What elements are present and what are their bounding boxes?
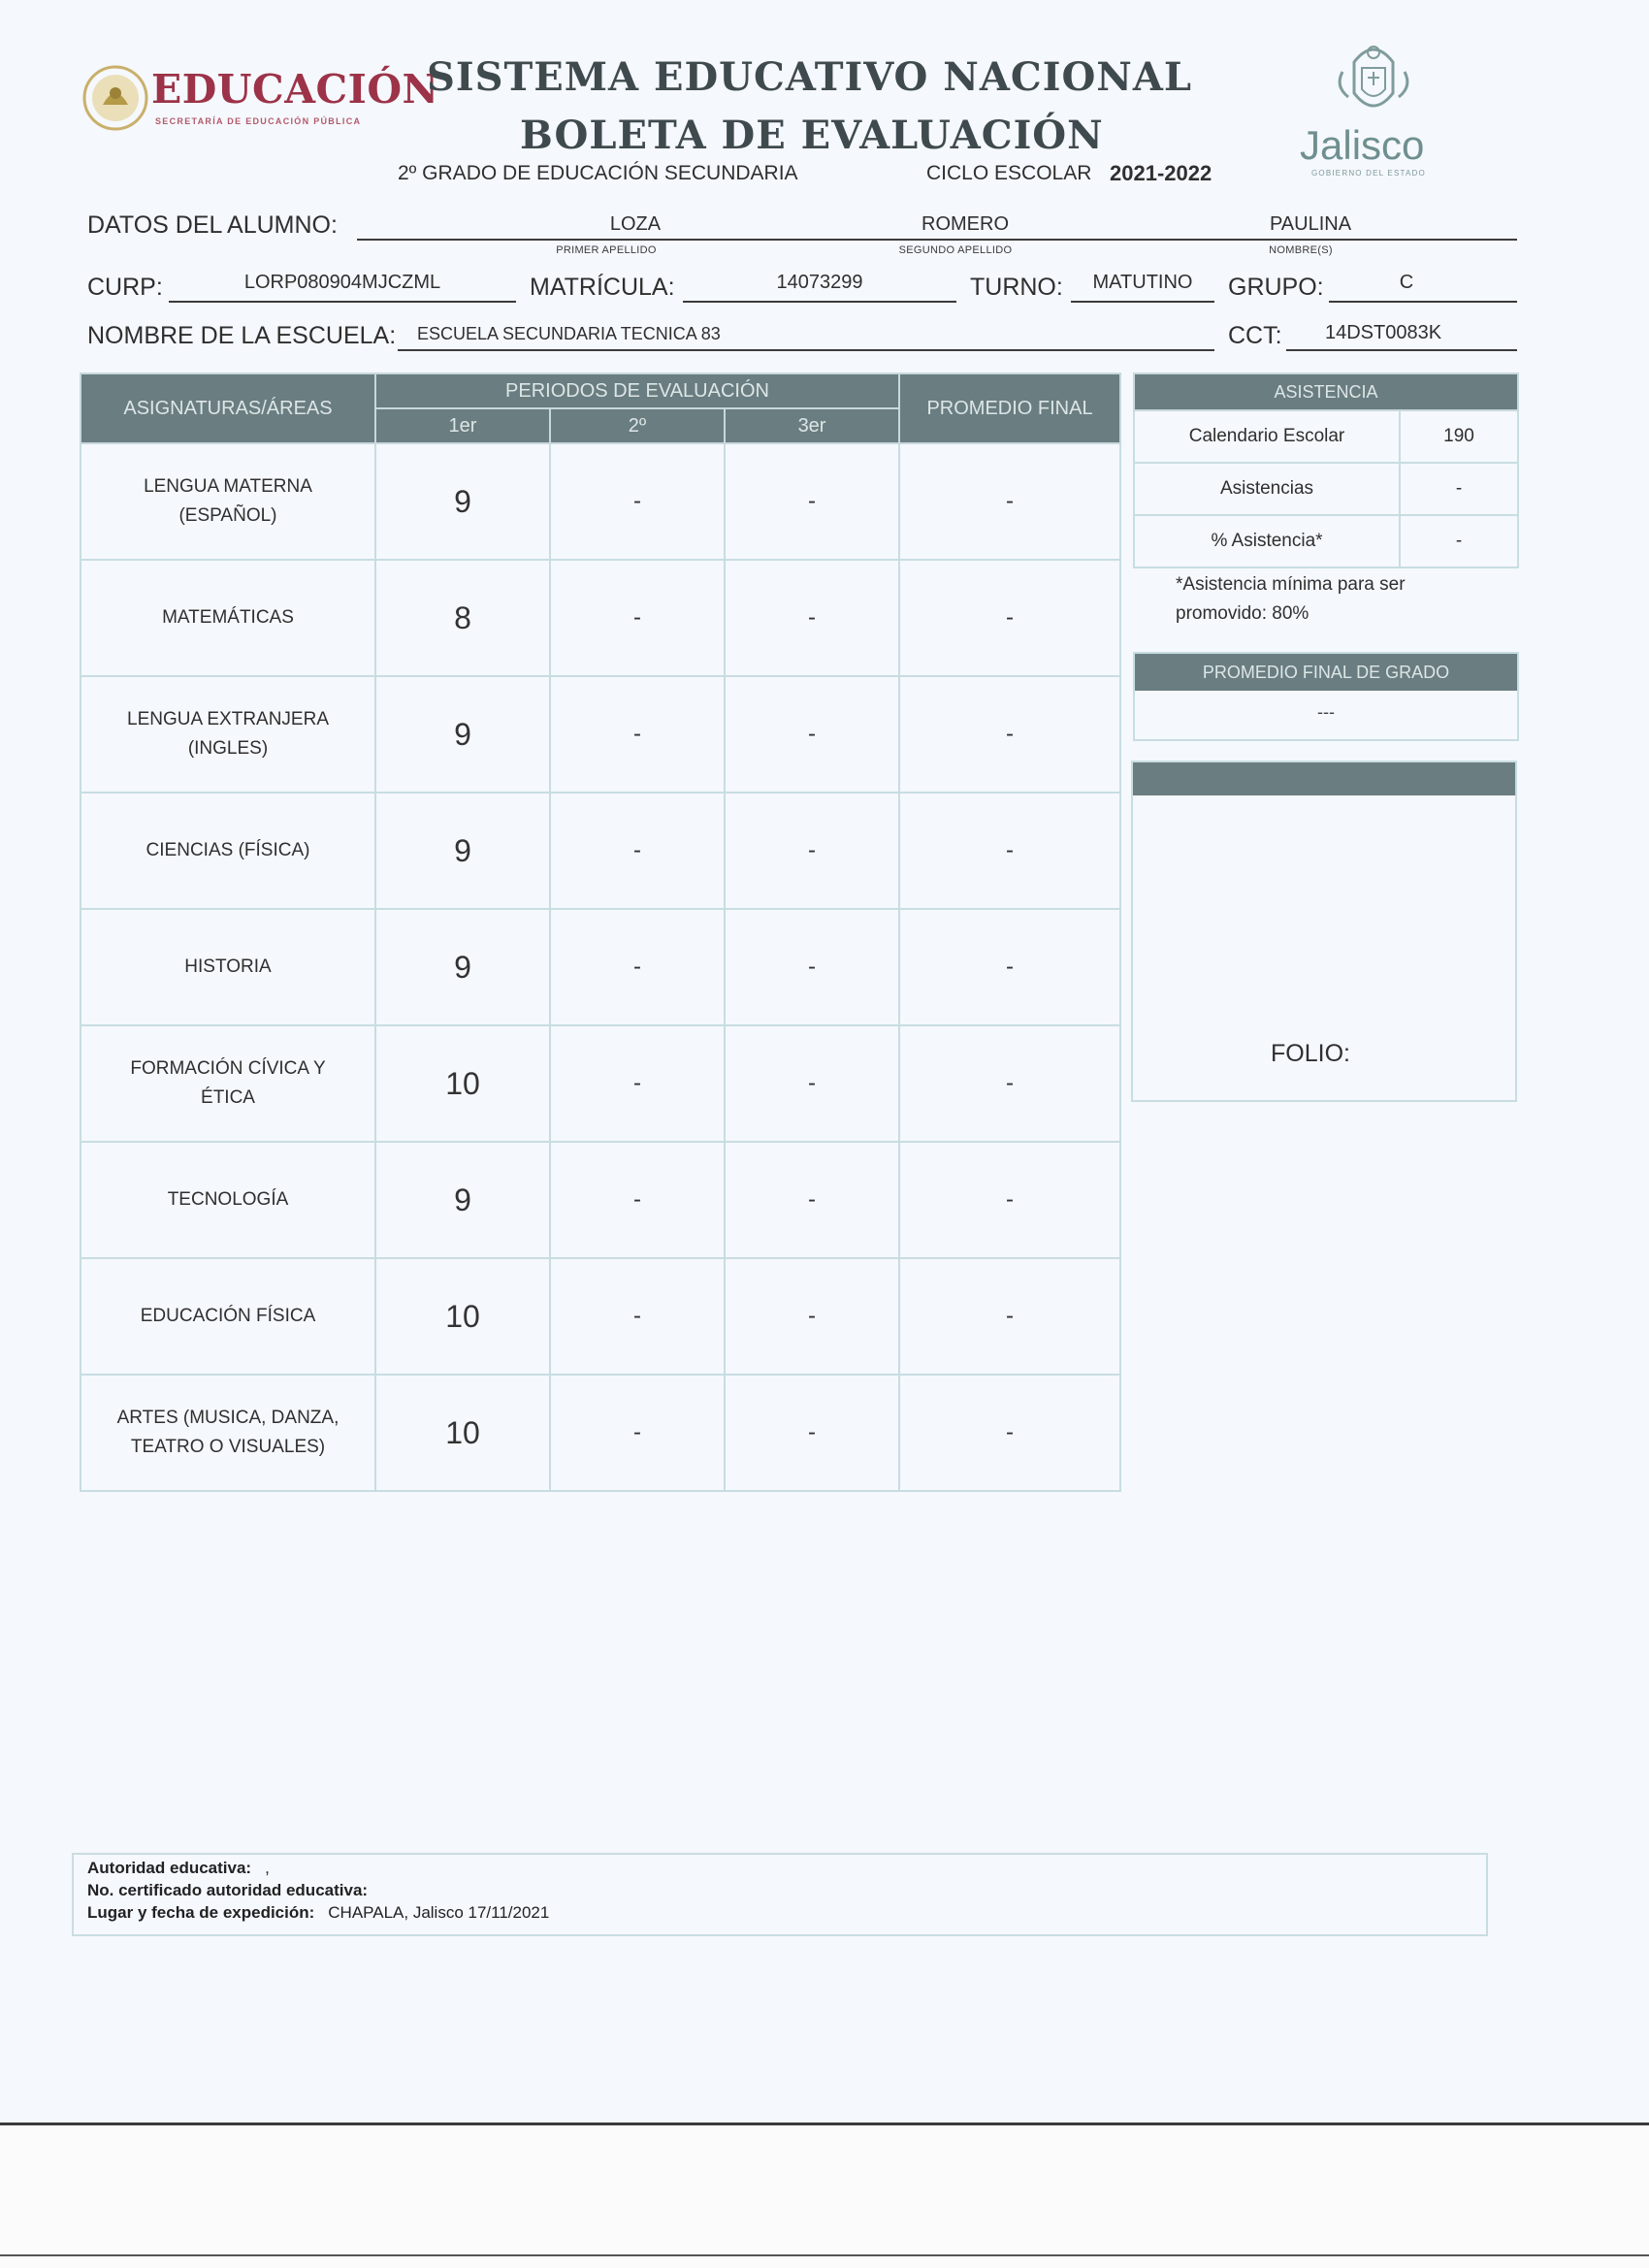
- grade-p2-cell: -: [550, 1375, 725, 1491]
- subject-name: ARTES (MUSICA, DANZA,: [116, 1408, 340, 1428]
- lugar-line: [87, 1903, 549, 1923]
- asistencia-value: -: [1400, 463, 1518, 515]
- matricula-value: 14073299: [776, 272, 863, 293]
- turno-label: TURNO:: [970, 274, 1063, 301]
- col-header-p2: 2º: [550, 408, 725, 443]
- grade-p2-cell: -: [550, 676, 725, 793]
- col-header-final: PROMEDIO FINAL: [899, 373, 1120, 443]
- lugar-label: Lugar y fecha de expedición:: [87, 1903, 315, 1922]
- grade-p3-cell: -: [725, 560, 899, 676]
- autoridad-line: [87, 1859, 270, 1878]
- subject-cell: [81, 560, 375, 676]
- subject-cell: [81, 793, 375, 909]
- escuela-value: ESCUELA SECUNDARIA TECNICA 83: [417, 324, 721, 343]
- grade-final-cell: -: [899, 1375, 1120, 1491]
- folio-header-bar: [1133, 762, 1515, 795]
- educacion-wordmark: EDUCACIÓN: [151, 66, 439, 113]
- grade-row: [81, 1375, 1120, 1491]
- jalisco-logo: [1290, 33, 1455, 188]
- col-header-p1: 1er: [375, 408, 550, 443]
- asistencia-table: [1133, 373, 1519, 568]
- cct-value: 14DST0083K: [1324, 322, 1442, 343]
- grupo-value: C: [1399, 272, 1414, 293]
- subject-name: LENGUA MATERNA: [144, 476, 312, 497]
- grade-p3-cell: -: [725, 1025, 899, 1142]
- curp-value: LORP080904MJCZML: [243, 272, 441, 293]
- promedio-final-grado-box: [1133, 652, 1519, 741]
- grade-p3-cell: -: [725, 676, 899, 793]
- grade-p1-cell: 9: [375, 443, 550, 560]
- promedio-final-grado-value: ---: [1317, 702, 1335, 722]
- grade-final-cell: -: [899, 676, 1120, 793]
- grade-p2-cell: -: [550, 1258, 725, 1375]
- primer-apellido-caption: PRIMER APELLIDO: [556, 244, 657, 256]
- folio-label: FOLIO:: [1271, 1040, 1350, 1067]
- grade-p3-cell: -: [725, 793, 899, 909]
- grade-row: [81, 560, 1120, 676]
- asistencia-label: Calendario Escolar: [1134, 410, 1400, 463]
- grade-row: [81, 443, 1120, 560]
- sep-logo: [81, 60, 439, 140]
- subject-name: TECNOLOGÍA: [167, 1189, 289, 1210]
- nombre-value: PAULINA: [1269, 213, 1352, 235]
- grade-p2-cell: -: [550, 1142, 725, 1258]
- grade-final-cell: -: [899, 1258, 1120, 1375]
- subject-cell: [81, 1258, 375, 1375]
- scanner-edge: [0, 2254, 1649, 2256]
- document-subtitle: BOLETA DE EVALUACIÓN: [520, 113, 1104, 158]
- certificado-line: [87, 1881, 368, 1900]
- grade-p3-cell: -: [725, 1258, 899, 1375]
- subject-name-line2: (ESPAÑOL): [178, 505, 277, 526]
- promedio-final-grado-header: PROMEDIO FINAL DE GRADO: [1135, 654, 1517, 691]
- grade-final-cell: -: [899, 1142, 1120, 1258]
- matricula-label: MATRÍCULA:: [530, 274, 675, 301]
- subject-cell: [81, 1025, 375, 1142]
- grade-p1-cell: 9: [375, 676, 550, 793]
- segundo-apellido-value: ROMERO: [922, 213, 1009, 235]
- grade-final-cell: -: [899, 1025, 1120, 1142]
- ciclo-label: CICLO ESCOLAR: [926, 162, 1092, 184]
- grade-row: [81, 1025, 1120, 1142]
- subject-name: FORMACIÓN CÍVICA Y: [130, 1058, 326, 1079]
- grade-final-cell: -: [899, 560, 1120, 676]
- subject-name-line2: (INGLES): [187, 738, 269, 759]
- autoridad-value: ,: [265, 1859, 270, 1877]
- nombre-caption: NOMBRE(S): [1269, 244, 1333, 256]
- grupo-label: GRUPO:: [1228, 274, 1324, 301]
- grade-p3-cell: -: [725, 443, 899, 560]
- grade-p1-cell: 10: [375, 1025, 550, 1142]
- grade-row: [81, 1142, 1120, 1258]
- subject-name: LENGUA EXTRANJERA: [127, 709, 329, 729]
- grade-p1-cell: 8: [375, 560, 550, 676]
- scanner-bed: [0, 2125, 1649, 2268]
- subject-cell: [81, 443, 375, 560]
- grade-p2-cell: -: [550, 1025, 725, 1142]
- asistencia-header: ASISTENCIA: [1134, 373, 1518, 410]
- asistencia-note: *Asistencia mínima para ser promovido: 80%: [1176, 574, 1406, 624]
- asistencia-value: 190: [1400, 410, 1518, 463]
- segundo-apellido-caption: SEGUNDO APELLIDO: [898, 244, 1013, 256]
- sep-subtitle: SECRETARÍA DE EDUCACIÓN PÚBLICA: [155, 116, 362, 126]
- col-header-periods: PERIODOS DE EVALUACIÓN: [375, 373, 899, 408]
- subject-cell: [81, 909, 375, 1025]
- mexico-seal-icon: [81, 64, 149, 132]
- asistencia-value: -: [1400, 515, 1518, 567]
- datos-alumno-label: DATOS DEL ALUMNO:: [87, 211, 338, 239]
- subject-cell: [81, 1142, 375, 1258]
- lugar-value: CHAPALA, Jalisco 17/11/2021: [328, 1903, 550, 1922]
- grade-p1-cell: 10: [375, 1375, 550, 1491]
- grado-text: 2º GRADO DE EDUCACIÓN SECUNDARIA: [398, 162, 798, 184]
- autoridad-label: Autoridad educativa:: [87, 1859, 252, 1877]
- subject-cell: [81, 676, 375, 793]
- jalisco-crest-icon: [1325, 33, 1422, 122]
- curp-label: CURP:: [87, 274, 163, 301]
- grade-final-cell: -: [899, 909, 1120, 1025]
- ciclo-value: 2021-2022: [1110, 161, 1212, 185]
- subject-name-line2: ÉTICA: [201, 1087, 255, 1108]
- grade-row: [81, 793, 1120, 909]
- grade-p2-cell: -: [550, 909, 725, 1025]
- certificado-label: No. certificado autoridad educativa:: [87, 1881, 369, 1899]
- jalisco-subtitle: GOBIERNO DEL ESTADO: [1311, 169, 1426, 178]
- grade-final-cell: -: [899, 443, 1120, 560]
- subject-name-line2: TEATRO O VISUALES): [130, 1437, 326, 1457]
- grade-p1-cell: 10: [375, 1258, 550, 1375]
- grade-p2-cell: -: [550, 443, 725, 560]
- grade-p3-cell: -: [725, 909, 899, 1025]
- grade-row: [81, 676, 1120, 793]
- col-header-subject: ASIGNATURAS/ÁREAS: [81, 373, 375, 443]
- subject-name: CIENCIAS (FÍSICA): [146, 840, 310, 860]
- grade-p3-cell: -: [725, 1142, 899, 1258]
- folio-box: [1131, 761, 1517, 1102]
- autoridad-box: [72, 1853, 1488, 1936]
- cct-label: CCT:: [1228, 322, 1282, 349]
- turno-value: MATUTINO: [1092, 272, 1193, 293]
- escuela-label: NOMBRE DE LA ESCUELA:: [87, 322, 397, 349]
- grades-table: [80, 373, 1121, 1492]
- subject-name: HISTORIA: [184, 956, 272, 977]
- grade-row: [81, 1258, 1120, 1375]
- subject-cell: [81, 1375, 375, 1491]
- grade-p2-cell: -: [550, 560, 725, 676]
- grade-p2-cell: -: [550, 793, 725, 909]
- col-header-p3: 3er: [725, 408, 899, 443]
- subject-name: MATEMÁTICAS: [162, 607, 294, 628]
- grade-row: [81, 909, 1120, 1025]
- grade-p3-cell: -: [725, 1375, 899, 1491]
- grade-p1-cell: 9: [375, 909, 550, 1025]
- asistencia-label: % Asistencia*: [1134, 515, 1400, 567]
- grade-final-cell: -: [899, 793, 1120, 909]
- asistencia-label: Asistencias: [1134, 463, 1400, 515]
- primer-apellido-value: LOZA: [609, 213, 662, 235]
- grade-p1-cell: 9: [375, 793, 550, 909]
- document-title: SISTEMA EDUCATIVO NACIONAL: [427, 54, 1193, 100]
- grade-p1-cell: 9: [375, 1142, 550, 1258]
- jalisco-wordmark: Jalisco: [1300, 122, 1425, 168]
- subject-name: EDUCACIÓN FÍSICA: [140, 1306, 316, 1326]
